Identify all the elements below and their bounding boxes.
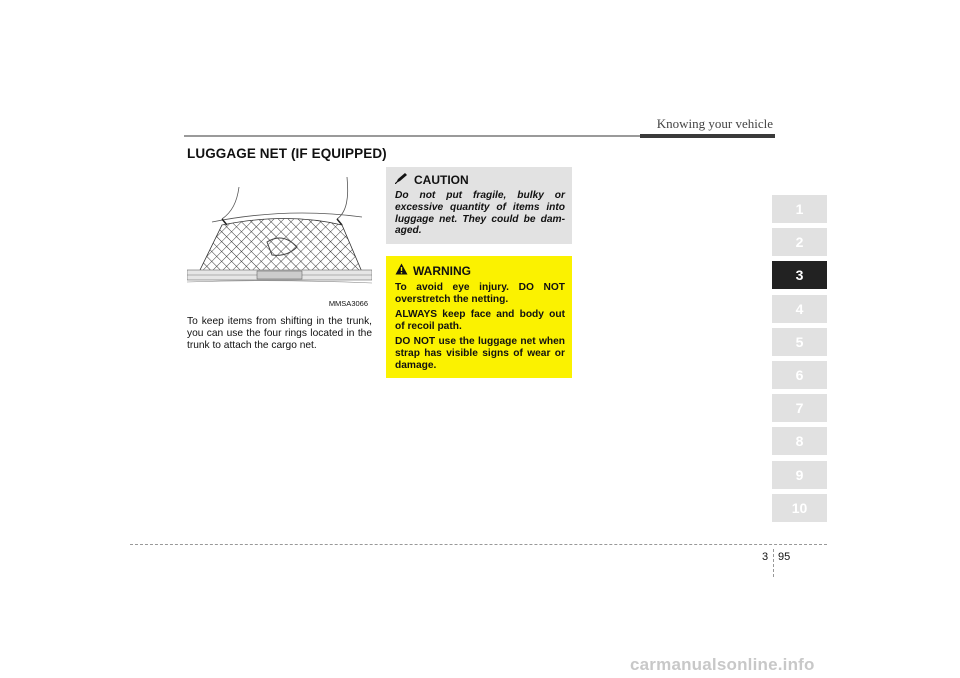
body-paragraph: To keep items from shifting in the trunk, you can use the four rings located in the trunk to attach the cargo net. bbox=[187, 316, 372, 351]
chapter-tab-10[interactable]: 10 bbox=[772, 494, 827, 522]
footer-page-number: 95 bbox=[778, 551, 791, 563]
chapter-tab-2[interactable]: 2 bbox=[772, 228, 827, 256]
footer-divider bbox=[773, 549, 774, 577]
chapter-tab-5[interactable]: 5 bbox=[772, 328, 827, 356]
warning-triangle-icon bbox=[395, 263, 408, 278]
chapter-tab-9[interactable]: 9 bbox=[772, 461, 827, 489]
caution-text: Do not put fragile, bulky or excessive quantity of items into luggage net. They could be dam- aged. bbox=[395, 190, 565, 237]
caution-pen-icon bbox=[395, 172, 409, 187]
chapter-tabs bbox=[772, 195, 827, 527]
watermark: carmanualsonline.info bbox=[630, 655, 815, 674]
warning-paragraph: DO NOT use the luggage net when strap has visible signs of wear or damage. bbox=[395, 336, 565, 371]
warning-paragraph: ALWAYS keep face and body out of recoil path. bbox=[395, 309, 565, 332]
caution-title: CAUTION bbox=[414, 172, 469, 187]
figure-code: MMSA3066 bbox=[328, 299, 368, 308]
luggage-net-illustration bbox=[187, 167, 372, 312]
chapter-tab-1[interactable]: 1 bbox=[772, 195, 827, 223]
header-rule-accent bbox=[640, 134, 775, 138]
warning-paragraph: To avoid eye injury. DO NOT overstretch the netting. bbox=[395, 282, 565, 305]
footer-rule bbox=[130, 544, 827, 545]
footer-chapter: 3 bbox=[762, 551, 769, 563]
caution-box bbox=[386, 167, 572, 244]
chapter-tab-7[interactable]: 7 bbox=[772, 394, 827, 422]
warning-box bbox=[386, 256, 572, 378]
warning-title: WARNING bbox=[413, 263, 471, 278]
header-title: Knowing your vehicle bbox=[656, 116, 773, 131]
section-title: LUGGAGE NET (IF EQUIPPED) bbox=[187, 146, 387, 161]
chapter-tab-6[interactable]: 6 bbox=[772, 361, 827, 389]
chapter-tab-8[interactable]: 8 bbox=[772, 427, 827, 455]
chapter-tab-4[interactable]: 4 bbox=[772, 295, 827, 323]
chapter-tab-3[interactable]: 3 bbox=[772, 261, 827, 289]
